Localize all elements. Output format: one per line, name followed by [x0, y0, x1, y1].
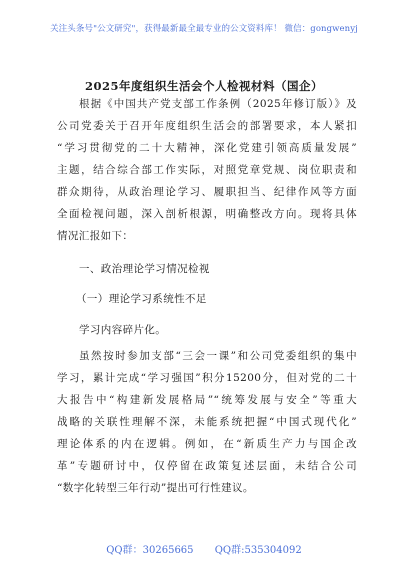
intro-line: 公司党委关于召开年度组织生活会的部署要求，本人紧扣 — [57, 120, 357, 132]
body-line: 大报告中“构建新发展格局”“统筹发展与安全”等重大 — [57, 394, 357, 406]
footer — [0, 541, 408, 556]
body-line: 理论体系的内在逻辑。例如，在“新质生产力与国企改 — [57, 438, 357, 450]
section-heading: 一、政治理论学习情况检视 — [79, 263, 210, 275]
header-banner: 关注头条号"公文研究"，获得最新最全最专业的公文资料库！ 微信：gongwenyj — [50, 24, 358, 34]
intro-paragraph — [57, 93, 357, 247]
point-heading: 学习内容碎片化。 — [79, 324, 167, 336]
footer-qq-group-1: QQ群：30265665 — [106, 545, 194, 556]
intro-line: 主题，结合综合部工作实际，对照党章党规、岗位职责和 — [57, 164, 357, 176]
intro-line: 根据《中国共产党支部工作条例（2025年修订版）》及 — [79, 98, 357, 110]
body-line: “数字化转型三年行动”提出可行性建议。 — [57, 482, 254, 494]
body-paragraph — [57, 345, 357, 499]
intro-line: 群众期待，从政治理论学习、履职担当、纪律作风等方面 — [57, 186, 357, 198]
body-line: 革”专题研讨中，仅停留在政策复述层面，未结合公司 — [57, 460, 357, 472]
document-title: 2025年度组织生活会个人检视材料（国企） — [84, 79, 323, 93]
intro-line: 情况汇报如下： — [57, 230, 134, 242]
body-line: 虽然按时参加支部“三会一课”和公司党委组织的集中 — [79, 350, 357, 362]
intro-line: “学习贯彻党的二十大精神，深化党建引领高质量发展” — [57, 142, 357, 154]
subsection-heading: （一）理论学习系统性不足 — [76, 293, 207, 305]
footer-qq-group-2: QQ群:535304092 — [214, 545, 302, 556]
intro-line: 全面检视问题，深入剖析根源，明确整改方向。现将具体 — [57, 208, 357, 220]
body-line: 战略的关联性理解不深，未能系统把握“中国式现代化” — [57, 416, 357, 428]
body-line: 学习，累计完成“学习强国”积分15200分，但对党的二十 — [57, 372, 357, 384]
